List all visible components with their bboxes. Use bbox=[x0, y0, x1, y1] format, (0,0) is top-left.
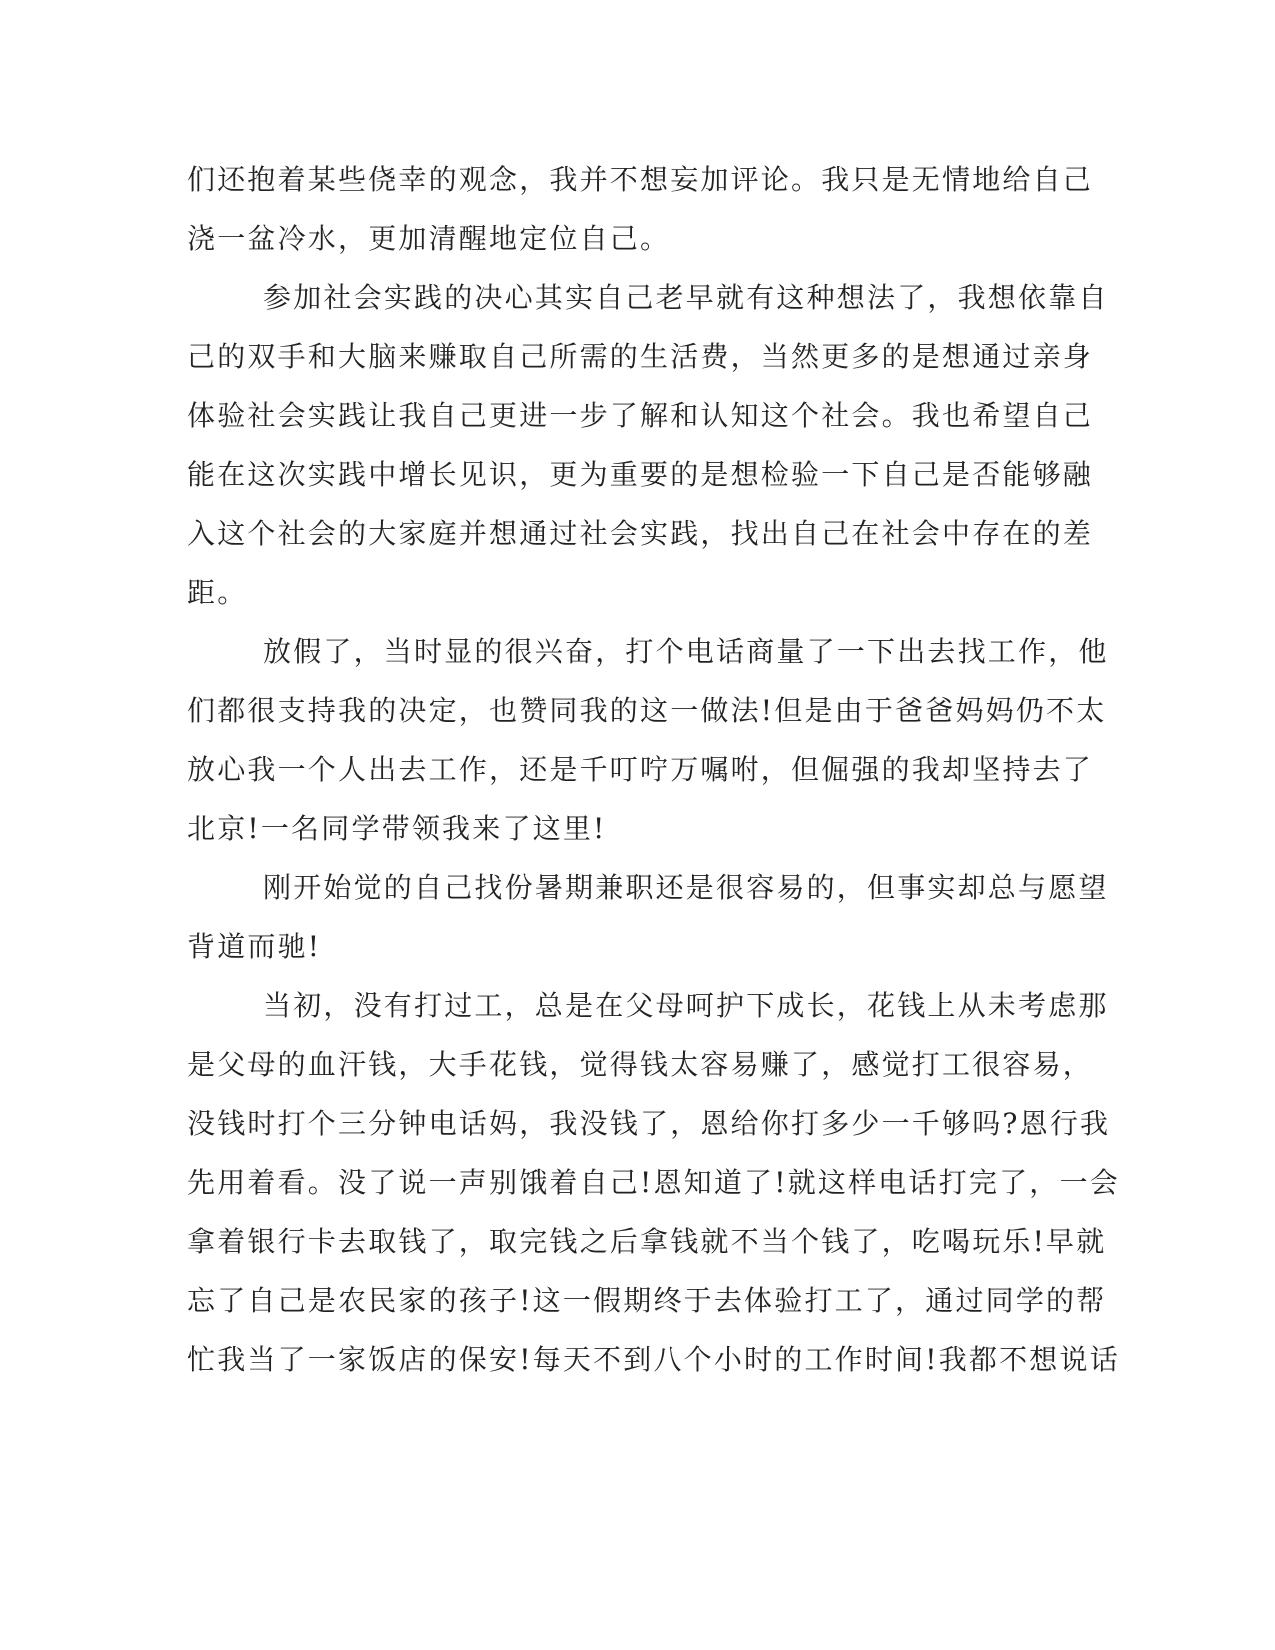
text-line: 入这个社会的大家庭并想通过社会实践，找出自己在社会中存在的差 bbox=[187, 517, 1094, 550]
text-line: 们还抱着某些侥幸的观念，我并不想妄加评论。我只是无情地给自己 bbox=[187, 163, 1094, 196]
text-line: 北京!一名同学带领我来了这里! bbox=[187, 812, 607, 845]
text-line: 己的双手和大脑来赚取自己所需的生活费，当然更多的是想通过亲身 bbox=[187, 340, 1094, 373]
text-line: 是父母的血汗钱，大手花钱，觉得钱太容易赚了，感觉打工很容易， bbox=[187, 1048, 1094, 1081]
text-line: 忙我当了一家饭店的保安!每天不到八个小时的工作时间!我都不想说话 bbox=[187, 1343, 1120, 1376]
text-line: 忘了自己是农民家的孩子!这一假期终于去体验打工了，通过同学的帮 bbox=[187, 1284, 1107, 1317]
text-line: 拿着银行卡去取钱了，取完钱之后拿钱就不当个钱了，吃喝玩乐!早就 bbox=[187, 1225, 1107, 1258]
paragraph-first-line: 当初，没有打过工，总是在父母呵护下成长，花钱上从未考虑那 bbox=[263, 989, 1109, 1022]
paragraph-first-line: 放假了，当时显的很兴奋，打个电话商量了一下出去找工作，他 bbox=[263, 635, 1109, 668]
text-line: 浇一盆冷水，更加清醒地定位自己。 bbox=[187, 222, 671, 255]
text-line: 能在这次实践中增长见识，更为重要的是想检验一下自己是否能够融 bbox=[187, 458, 1094, 491]
text-line: 们都很支持我的决定，也赞同我的这一做法!但是由于爸爸妈妈仍不太 bbox=[187, 694, 1107, 727]
text-line: 先用着看。没了说一声别饿着自己!恩知道了!就这样电话打完了，一会 bbox=[187, 1166, 1120, 1199]
text-line: 放心我一个人出去工作，还是千叮咛万嘱咐，但倔强的我却坚持去了 bbox=[187, 753, 1094, 786]
paragraph-first-line: 刚开始觉的自己找份暑期兼职还是很容易的，但事实却总与愿望 bbox=[263, 871, 1109, 904]
text-line: 体验社会实践让我自己更进一步了解和认知这个社会。我也希望自己 bbox=[187, 399, 1094, 432]
paragraph-first-line: 参加社会实践的决心其实自己老早就有这种想法了，我想依靠自 bbox=[263, 281, 1109, 314]
text-line: 距。 bbox=[187, 576, 248, 609]
text-line: 背道而驰! bbox=[187, 930, 322, 963]
text-line: 没钱时打个三分钟电话妈，我没钱了，恩给你打多少一千够吗?恩行我 bbox=[187, 1107, 1111, 1140]
